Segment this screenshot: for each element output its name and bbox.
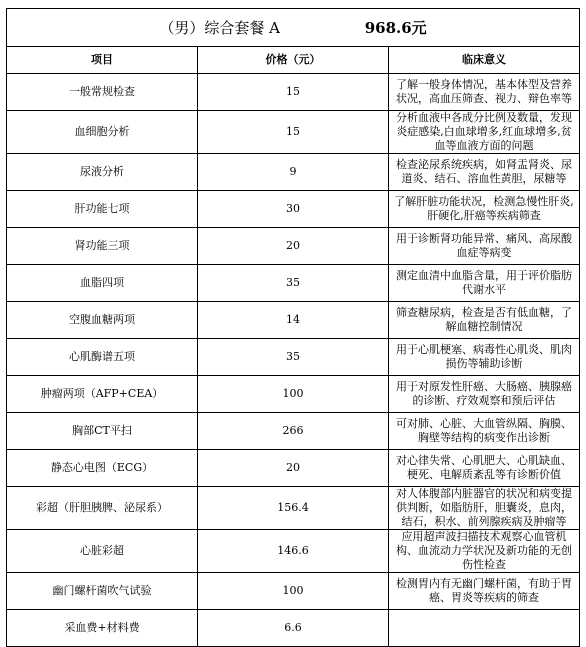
row-meaning: 检查泌尿系统疾病，如肾盂肾炎、尿道炎、结石、溶血性黄胆，尿糖等: [389, 154, 580, 191]
table-row: [7, 111, 580, 154]
header-item: 项目: [7, 47, 198, 74]
table-row: [7, 265, 580, 302]
row-price: 146.6: [198, 530, 389, 573]
table-row: [7, 154, 580, 191]
row-item: 空腹血糖两项: [7, 302, 198, 339]
row-item: 一般常规检查: [7, 74, 198, 111]
table-row: [7, 228, 580, 265]
row-item: 心肌酶谱五项: [7, 339, 198, 376]
package-title-row: [7, 9, 580, 47]
table-row: [7, 74, 580, 111]
row-item: 肿瘤两项（AFP+CEA）: [7, 376, 198, 413]
row-item: 肾功能三项: [7, 228, 198, 265]
row-item: 彩超（肝胆胰脾、泌尿系）: [7, 487, 198, 530]
row-meaning: 应用超声波扫描技术观察心血管机构、血流动力学状况及新功能的无创伤性检查: [389, 530, 580, 573]
row-price: 14: [198, 302, 389, 339]
row-price: 266: [198, 413, 389, 450]
row-item: 血脂四项: [7, 265, 198, 302]
row-price: 20: [198, 450, 389, 487]
header-price: 价格（元）: [198, 47, 389, 74]
row-price: 100: [198, 573, 389, 610]
row-price: 35: [198, 265, 389, 302]
package-table-wrapper: [6, 8, 580, 647]
table-row: [7, 487, 580, 530]
table-row: [7, 573, 580, 610]
row-meaning: 筛查糖尿病，检查是否有低血糖，了解血糖控制情况: [389, 302, 580, 339]
row-price: 35: [198, 339, 389, 376]
row-item: 幽门螺杆菌吹气试验: [7, 573, 198, 610]
row-meaning: 了解肝脏功能状况，检测急慢性肝炎,肝硬化,肝癌等疾病筛查: [389, 191, 580, 228]
row-meaning: 测定血清中血脂含量，用于评价脂肪代谢水平: [389, 265, 580, 302]
header-meaning: 临床意义: [389, 47, 580, 74]
row-price: 20: [198, 228, 389, 265]
table-header-row: [7, 47, 580, 74]
row-meaning: 检测胃内有无幽门螺杆菌，有助于胃癌、胃炎等疾病的筛查: [389, 573, 580, 610]
row-meaning: 分析血液中各成分比例及数量，发现炎症感染,白血球增多,红血球增多,贫血等血液方面的问题: [389, 111, 580, 154]
row-meaning: 用于对原发性肝癌、大肠癌、胰腺癌的诊断、疗效观察和预后评估: [389, 376, 580, 413]
table-row: [7, 610, 580, 647]
row-meaning: 用于心肌梗塞、病毒性心肌炎、肌肉损伤等辅助诊断: [389, 339, 580, 376]
row-item: 肝功能七项: [7, 191, 198, 228]
package-price: 968.6元: [364, 18, 427, 37]
row-price: 30: [198, 191, 389, 228]
table-row: [7, 413, 580, 450]
package-title: （男）综合套餐 A: [159, 18, 280, 37]
row-item: 胸部CT平扫: [7, 413, 198, 450]
table-row: [7, 450, 580, 487]
row-price: 9: [198, 154, 389, 191]
row-item: 静态心电图（ECG）: [7, 450, 198, 487]
package-table: [6, 8, 580, 647]
row-meaning: 可对肺、心脏、大血管纵隔、胸膜、胸壁等结构的病变作出诊断: [389, 413, 580, 450]
row-meaning: [389, 610, 580, 647]
table-row: [7, 376, 580, 413]
table-row: [7, 302, 580, 339]
row-meaning: 用于诊断肾功能异常、痛风、高尿酸血症等病变: [389, 228, 580, 265]
row-meaning: 对心律失常、心肌肥大、心肌缺血、梗死、电解质紊乱等有诊断价值: [389, 450, 580, 487]
row-item: 心脏彩超: [7, 530, 198, 573]
table-row: [7, 530, 580, 573]
table-row: [7, 191, 580, 228]
row-item: 采血费+材料费: [7, 610, 198, 647]
row-price: 6.6: [198, 610, 389, 647]
row-price: 15: [198, 74, 389, 111]
row-price: 156.4: [198, 487, 389, 530]
row-price: 100: [198, 376, 389, 413]
table-row: [7, 339, 580, 376]
row-item: 血细胞分析: [7, 111, 198, 154]
row-item: 尿液分析: [7, 154, 198, 191]
row-meaning: 了解一般身体情况，基本体型及营养状况，高血压筛查、视力、辩色率等: [389, 74, 580, 111]
row-meaning: 对人体腹部内脏器官的状况和病变提供判断，如脂肪肝，胆囊炎，息肉，结石，积水、前列腺疾病及肿瘤等: [389, 487, 580, 530]
row-price: 15: [198, 111, 389, 154]
